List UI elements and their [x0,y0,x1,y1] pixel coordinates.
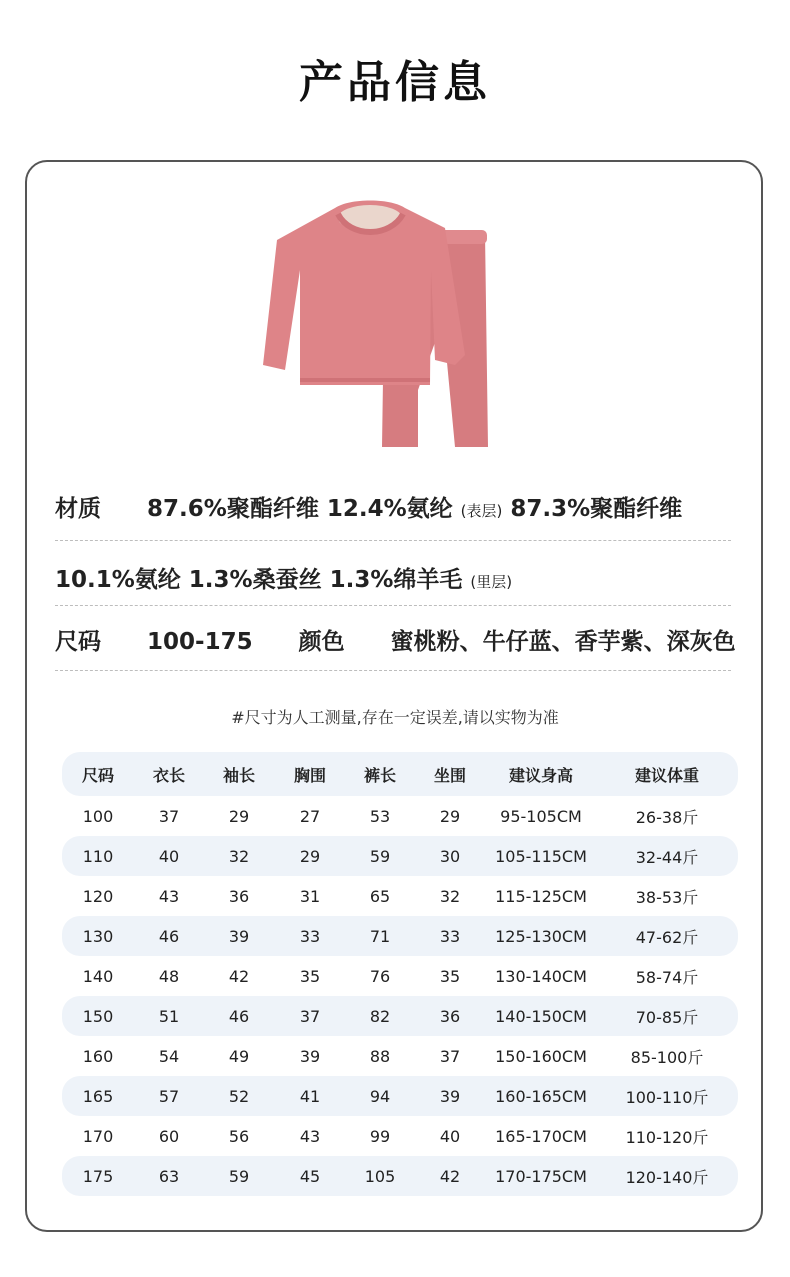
header-sleeve: 袖长 [204,752,274,796]
table-cell: 45 [274,1156,346,1196]
table-cell: 63 [134,1156,204,1196]
table-cell: 36 [414,996,486,1036]
header-weight: 建议体重 [596,752,738,796]
table-cell: 37 [439,1046,461,1066]
table-cell: 170 [82,1126,114,1146]
table-cell: 56 [228,1126,250,1146]
table-cell: 32 [204,836,274,876]
pajama-set-image [255,200,495,455]
table-cell: 70-85斤 [596,996,738,1036]
table-row [62,1116,738,1156]
table-cell: 46 [204,996,274,1036]
table-cell: 51 [134,996,204,1036]
table-cell: 53 [369,806,391,826]
table-cell: 130 [62,916,134,956]
table-cell: 140-150CM [486,996,596,1036]
material-label: 材质 [55,496,101,522]
table-row [62,836,738,876]
table-header-row [62,752,738,796]
header-hip: 坐围 [414,752,486,796]
size-range: 100-175 [147,629,253,655]
table-cell: 165-170CM [495,1126,587,1146]
table-cell: 94 [346,1076,414,1116]
inner-layer-label: (里层) [470,573,513,591]
table-cell: 49 [228,1046,250,1066]
table-row [62,996,738,1036]
size-color-row [55,623,736,656]
table-cell: 43 [299,1126,321,1146]
size-table [62,752,738,1196]
color-label: 颜色 [298,629,345,655]
table-cell: 26-38斤 [635,807,699,827]
table-cell: 100 [82,806,114,826]
table-cell: 46 [134,916,204,956]
material-row-2 [55,561,731,594]
table-cell: 110-120斤 [625,1127,709,1147]
table-row [62,956,738,996]
table-cell: 27 [299,806,321,826]
table-cell: 150 [62,996,134,1036]
size-label: 尺码 [55,629,101,655]
table-cell: 29 [439,806,461,826]
table-cell: 37 [274,996,346,1036]
table-cell: 42 [414,1156,486,1196]
header-pants-length: 裤长 [346,752,414,796]
divider [55,605,731,606]
table-cell: 65 [369,886,391,906]
table-cell: 29 [274,836,346,876]
table-cell: 40 [134,836,204,876]
table-cell: 60 [158,1126,180,1146]
table-cell: 59 [346,836,414,876]
divider [55,670,731,671]
table-cell: 100-110斤 [596,1076,738,1116]
table-cell: 170-175CM [486,1156,596,1196]
header-chest: 胸围 [274,752,346,796]
table-cell: 105-115CM [486,836,596,876]
table-cell: 40 [439,1126,461,1146]
table-cell: 39 [299,1046,321,1066]
table-cell: 36 [228,886,250,906]
table-cell: 33 [414,916,486,956]
material-inner-value-2: 10.1%氨纶 1.3%桑蚕丝 1.3%绵羊毛 [55,567,463,593]
table-row [62,796,738,836]
table-cell: 125-130CM [486,916,596,956]
table-cell: 140 [82,966,114,986]
table-cell: 165 [62,1076,134,1116]
table-cell: 42 [228,966,250,986]
material-outer-value: 87.6%聚酯纤维 12.4%氨纶 [147,496,453,522]
table-cell: 71 [346,916,414,956]
table-cell: 41 [274,1076,346,1116]
table-cell: 58-74斤 [635,967,699,987]
table-cell: 59 [204,1156,274,1196]
table-cell: 29 [228,806,250,826]
measurement-note: #尺寸为人工测量,存在一定误差,请以实物为准 [231,708,559,727]
table-cell: 130-140CM [495,966,587,986]
table-cell: 52 [204,1076,274,1116]
table-cell: 39 [204,916,274,956]
table-cell: 54 [158,1046,180,1066]
table-cell: 31 [299,886,321,906]
header-height: 建议身高 [486,752,596,796]
table-cell: 57 [134,1076,204,1116]
divider [55,540,731,541]
table-cell: 47-62斤 [596,916,738,956]
table-cell: 99 [369,1126,391,1146]
table-cell: 120-140斤 [596,1156,738,1196]
table-cell: 39 [414,1076,486,1116]
table-row [62,1076,738,1116]
material-inner-value-1: 87.3%聚酯纤维 [510,496,683,522]
table-cell: 150-160CM [495,1046,587,1066]
table-cell: 88 [369,1046,391,1066]
table-cell: 85-100斤 [630,1047,704,1067]
page-title: 产品信息 [299,57,491,108]
table-cell: 160 [82,1046,114,1066]
table-row [62,916,738,956]
table-cell: 175 [62,1156,134,1196]
table-cell: 76 [369,966,391,986]
header-length: 衣长 [134,752,204,796]
table-cell: 35 [439,966,461,986]
table-cell: 115-125CM [495,886,587,906]
table-cell: 43 [158,886,180,906]
color-options: 蜜桃粉、牛仔蓝、香芋紫、深灰色 [390,629,736,655]
table-cell: 110 [62,836,134,876]
table-cell: 35 [299,966,321,986]
table-cell: 82 [346,996,414,1036]
table-cell: 105 [346,1156,414,1196]
table-row [62,1156,738,1196]
table-cell: 32 [439,886,461,906]
material-row-1 [55,490,731,523]
outer-layer-label: (表层) [460,502,503,520]
table-row [62,876,738,916]
table-row [62,1036,738,1076]
table-cell: 33 [274,916,346,956]
table-cell: 37 [158,806,180,826]
table-cell: 160-165CM [486,1076,596,1116]
table-cell: 32-44斤 [596,836,738,876]
table-cell: 48 [158,966,180,986]
table-cell: 30 [414,836,486,876]
table-cell: 95-105CM [500,806,582,826]
table-cell: 38-53斤 [635,887,699,907]
table-cell: 120 [82,886,114,906]
header-size: 尺码 [62,752,134,796]
